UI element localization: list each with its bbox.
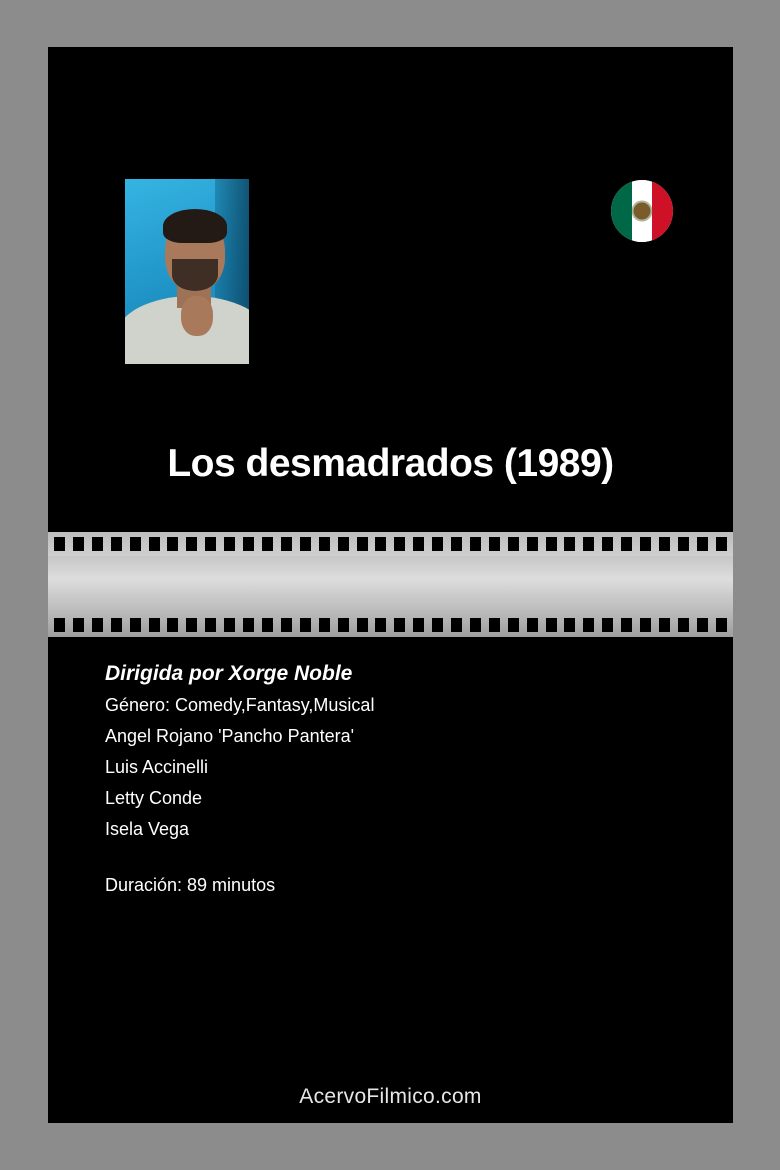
- film-perforations-top: [48, 537, 733, 551]
- perforation: [546, 537, 557, 551]
- perforation: [130, 537, 141, 551]
- perforation: [319, 618, 330, 632]
- perforation: [149, 537, 160, 551]
- perforation: [508, 537, 519, 551]
- perforation: [73, 618, 84, 632]
- perforation: [640, 537, 651, 551]
- perforation: [111, 618, 122, 632]
- cast-member: Luis Accinelli: [105, 757, 209, 777]
- perforation: [281, 537, 292, 551]
- perforation: [205, 537, 216, 551]
- flag-stripe-red: [652, 180, 673, 242]
- perforation: [583, 618, 594, 632]
- site-watermark: AcervoFilmico.com: [299, 1085, 482, 1108]
- perforation: [640, 618, 651, 632]
- perforation: [394, 537, 405, 551]
- perforation: [375, 537, 386, 551]
- perforation: [546, 618, 557, 632]
- perforation: [243, 537, 254, 551]
- genre-line: Género: Comedy,Fantasy,Musical: [105, 695, 375, 715]
- perforation: [224, 537, 235, 551]
- flag-emblem-icon: [634, 203, 651, 220]
- cast-member: Isela Vega: [105, 819, 190, 839]
- actor-portrait: [125, 179, 249, 364]
- perforation: [111, 537, 122, 551]
- portrait-hair: [163, 209, 227, 243]
- perforation: [489, 618, 500, 632]
- film-strip-divider: [48, 532, 733, 637]
- perforation: [130, 618, 141, 632]
- perforation: [375, 618, 386, 632]
- perforation: [470, 537, 481, 551]
- perforation: [659, 537, 670, 551]
- poster-top-section: [48, 47, 733, 532]
- portrait-beard: [172, 259, 218, 291]
- perforation: [300, 618, 311, 632]
- page-title: Los desmadrados (1989): [167, 442, 614, 485]
- flag-stripe-white: [632, 180, 653, 242]
- perforation: [489, 537, 500, 551]
- perforation: [432, 537, 443, 551]
- perforation: [149, 618, 160, 632]
- portrait-hand: [181, 296, 213, 336]
- perforation: [300, 537, 311, 551]
- perforation: [659, 618, 670, 632]
- duration-line: Duración: 89 minutos: [105, 875, 276, 895]
- perforation: [54, 618, 65, 632]
- perforation: [54, 537, 65, 551]
- perforation: [262, 618, 273, 632]
- perforation: [564, 618, 575, 632]
- perforation: [394, 618, 405, 632]
- perforation: [413, 537, 424, 551]
- perforation: [413, 618, 424, 632]
- perforation: [621, 618, 632, 632]
- perforation: [527, 618, 538, 632]
- mexico-flag-icon: [611, 180, 673, 242]
- perforation: [167, 618, 178, 632]
- perforation: [508, 618, 519, 632]
- perforation: [357, 537, 368, 551]
- perforation: [281, 618, 292, 632]
- cast-member: Letty Conde: [105, 788, 203, 808]
- perforation: [451, 618, 462, 632]
- perforation: [319, 537, 330, 551]
- perforation: [262, 537, 273, 551]
- perforation: [527, 537, 538, 551]
- perforation: [602, 537, 613, 551]
- perforation: [451, 537, 462, 551]
- perforation: [186, 618, 197, 632]
- perforation: [92, 537, 103, 551]
- movie-poster: [48, 47, 733, 1123]
- perforation: [73, 537, 84, 551]
- perforation: [338, 537, 349, 551]
- perforation: [678, 618, 689, 632]
- credits-section: [48, 637, 733, 1123]
- perforation: [92, 618, 103, 632]
- perforation: [432, 618, 443, 632]
- cast-member: Angel Rojano 'Pancho Pantera': [105, 726, 355, 746]
- perforation: [224, 618, 235, 632]
- perforation: [716, 537, 727, 551]
- perforation: [338, 618, 349, 632]
- perforation: [716, 618, 727, 632]
- perforation: [470, 618, 481, 632]
- perforation: [621, 537, 632, 551]
- flag-stripe-green: [611, 180, 632, 242]
- perforation: [697, 618, 708, 632]
- perforation: [564, 537, 575, 551]
- perforation: [697, 537, 708, 551]
- perforation: [167, 537, 178, 551]
- perforation: [678, 537, 689, 551]
- perforation: [205, 618, 216, 632]
- perforation: [602, 618, 613, 632]
- perforation: [583, 537, 594, 551]
- film-perforations-bottom: [48, 618, 733, 632]
- director-line: Dirigida por Xorge Noble: [105, 662, 353, 685]
- perforation: [357, 618, 368, 632]
- perforation: [243, 618, 254, 632]
- perforation: [186, 537, 197, 551]
- film-strip-band: [48, 556, 733, 613]
